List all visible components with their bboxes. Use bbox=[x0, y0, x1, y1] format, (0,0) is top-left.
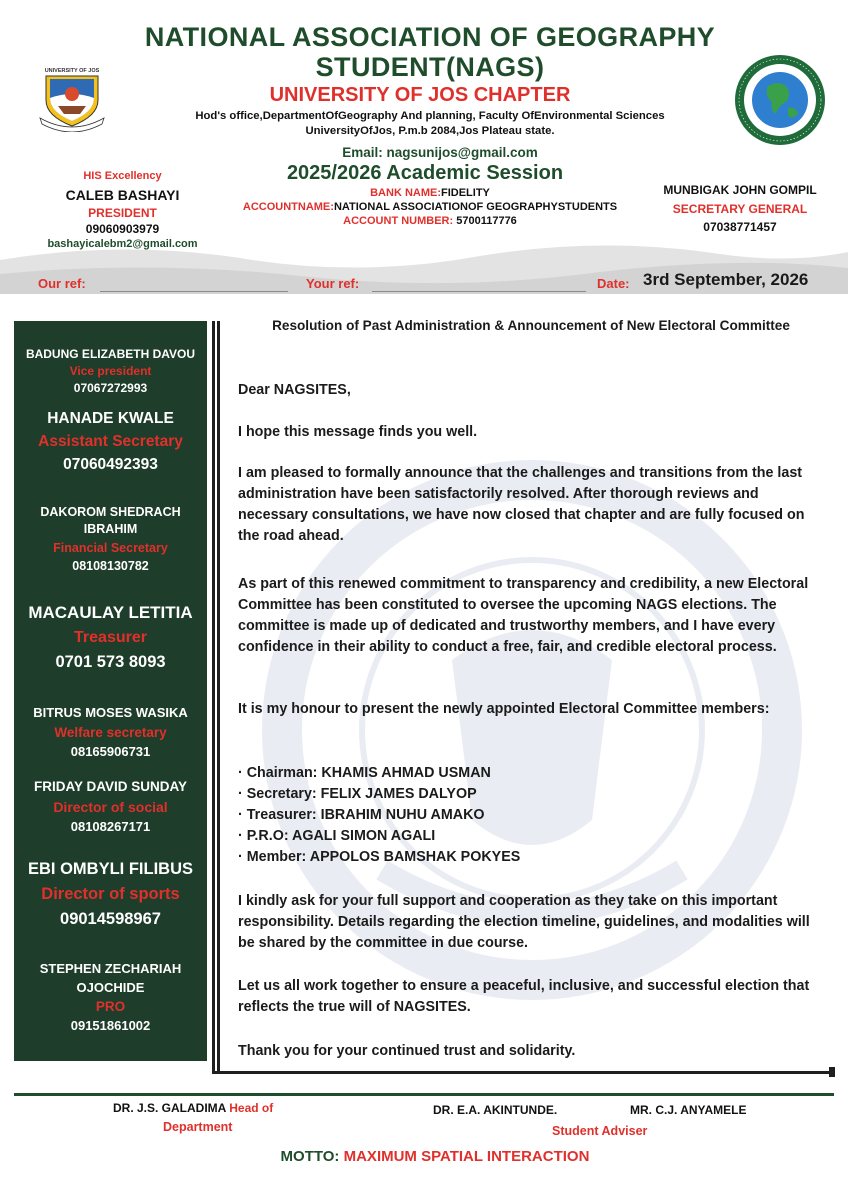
member-name: FRIDAY DAVID SUNDAY bbox=[33, 779, 188, 794]
address-line-1: Hod's office,DepartmentOfGeography And planning, Faculty OfEnvironmental Sciences bbox=[195, 110, 665, 122]
reference-row bbox=[0, 270, 848, 298]
committee-member-chairman: · Chairman: KHAMIS AHMAD USMAN bbox=[238, 765, 491, 781]
member-phone: 07067272993 bbox=[73, 381, 148, 395]
vertical-divider bbox=[212, 321, 215, 1073]
member-role: Vice president bbox=[69, 364, 152, 378]
letter-paragraph-2: I am pleased to formally announce that the challenges and transitions from the last administration have been satisfactorily resolved. After thorough reviews and necessary consultations, we have now closed that chapter and are fully focused on the road ahead. bbox=[238, 465, 805, 544]
member-role: Treasurer bbox=[74, 629, 147, 646]
committee-member-member: · Member: APPOLOS BAMSHAK POKYES bbox=[238, 849, 521, 865]
letter-closing: Thank you for your continued trust and solidarity. bbox=[238, 1043, 576, 1059]
bank-name-row bbox=[200, 186, 660, 200]
executive-sidebar bbox=[14, 321, 207, 1061]
letter-paragraph-6: Let us all work together to ensure a peaceful, inclusive, and successful election that reflects the true will of NAGSITES. bbox=[238, 978, 810, 1015]
member-name: MACAULAY LETITIA bbox=[28, 603, 193, 622]
secretary-title: SECRETARY GENERAL bbox=[672, 202, 808, 216]
sidebar-member-vice-president bbox=[14, 347, 207, 395]
sidebar-member-director-of-sports bbox=[14, 860, 207, 929]
committee-list bbox=[238, 763, 818, 868]
account-name-label: ACCOUNTNAME: bbox=[242, 201, 334, 213]
member-phone: 08108130782 bbox=[72, 559, 149, 573]
member-role: Financial Secretary bbox=[53, 541, 168, 555]
motto bbox=[0, 1148, 848, 1165]
motto-label: MOTTO: bbox=[280, 1148, 340, 1165]
member-phone: 07060492393 bbox=[63, 456, 158, 473]
sidebar-member-welfare-secretary bbox=[14, 705, 207, 759]
member-name: BITRUS MOSES WASIKA bbox=[33, 705, 188, 720]
association-email: Email: nagsunijos@gmail.com bbox=[342, 145, 538, 160]
president-phone: 09060903979 bbox=[85, 222, 160, 236]
member-role: Director of social bbox=[53, 799, 168, 815]
member-name: BADUNG ELIZABETH DAVOU bbox=[25, 347, 196, 361]
member-role: Director of sports bbox=[41, 885, 180, 903]
letter-paragraph-5: I kindly ask for your full support and cooperation as they take on this important responsibility. Details regarding the election timeline, guidelines, and modalities will be shared by the committee in due course. bbox=[238, 893, 810, 951]
address-block bbox=[150, 109, 710, 139]
horizontal-divider bbox=[212, 1071, 834, 1074]
sidebar-member-treasurer bbox=[14, 603, 207, 672]
sidebar-member-financial-secretary bbox=[14, 505, 207, 573]
adviser-2-name: MR. C.J. ANYAMELE bbox=[630, 1103, 747, 1117]
letter-paragraph-1: I hope this message finds you well. bbox=[238, 424, 478, 440]
sidebar-member-assistant-secretary bbox=[14, 410, 207, 474]
bank-name-label: BANK NAME: bbox=[370, 187, 441, 199]
member-name: EBI OMBYLI FILIBUS bbox=[28, 860, 193, 878]
president-email: bashayicalebm2@gmail.com bbox=[47, 238, 198, 250]
account-number-value: 5700117776 bbox=[456, 215, 517, 227]
member-role: PRO bbox=[95, 999, 126, 1014]
member-phone: 09151861002 bbox=[70, 1018, 151, 1033]
member-phone: 09014598967 bbox=[60, 910, 161, 928]
hod-role-part-1: Head of bbox=[229, 1101, 274, 1115]
member-phone: 08165906731 bbox=[70, 744, 151, 759]
our-ref-label: Our ref: bbox=[38, 276, 86, 291]
motto-value: MAXIMUM SPATIAL INTERACTION bbox=[343, 1148, 590, 1165]
letter-paragraph-4: It is my honour to present the newly appointed Electoral Committee members: bbox=[238, 701, 770, 717]
member-name: HANADE KWALE bbox=[47, 410, 174, 427]
our-ref-line bbox=[100, 291, 288, 292]
member-name: DAKOROM SHEDRACH bbox=[40, 505, 181, 519]
member-role: Assistant Secretary bbox=[38, 433, 183, 450]
president-honorific: HIS Excellency bbox=[83, 170, 162, 182]
member-name-line-2: OJOCHIDE bbox=[76, 980, 145, 995]
adviser-role: Student Adviser bbox=[552, 1124, 648, 1138]
letter-paragraph-3: As part of this renewed commitment to transparency and credibility, a new Electoral Committee has been constituted to oversee the upcoming NAGS elections. The committee is made up of dedicated and trustworthy members, and I have every confidence in their ability to conduct a free, fair, and credible electoral process. bbox=[238, 576, 809, 655]
date-label: Date: bbox=[597, 276, 630, 291]
your-ref-label: Your ref: bbox=[306, 276, 360, 291]
chapter-title: UNIVERSITY OF JOS CHAPTER bbox=[269, 84, 571, 106]
your-ref-line bbox=[372, 291, 586, 292]
nags-logo-icon bbox=[734, 54, 826, 146]
committee-member-treasurer: · Treasurer: IBRAHIM NUHU AMAKO bbox=[238, 807, 485, 823]
sidebar-member-pro bbox=[14, 961, 207, 1033]
member-name-line-2: IBRAHIM bbox=[83, 522, 138, 536]
account-name-value: NATIONAL ASSOCIATIONOF GEOGRAPHYSTUDENTS bbox=[333, 201, 618, 213]
member-phone: 08108267171 bbox=[70, 819, 151, 834]
committee-member-secretary: · Secretary: FELIX JAMES DALYOP bbox=[238, 786, 477, 802]
crest-lettering: UNIVERSITY OF JOS bbox=[44, 68, 100, 74]
university-of-jos-crest-icon bbox=[36, 64, 108, 132]
president-title: PRESIDENT bbox=[88, 206, 157, 220]
president-name: CALEB BASHAYI bbox=[65, 187, 180, 203]
bank-name-value: FIDELITY bbox=[441, 187, 490, 199]
date-value: 3rd September, 2026 bbox=[643, 270, 809, 289]
bank-details bbox=[200, 186, 660, 228]
secretary-name: MUNBIGAK JOHN GOMPIL bbox=[663, 183, 817, 197]
account-name-row bbox=[200, 200, 660, 214]
committee-member-pro: · P.R.O: AGALI SIMON AGALI bbox=[238, 828, 436, 844]
account-number-label: ACCOUNT NUMBER: bbox=[343, 215, 454, 227]
vertical-divider-inner bbox=[217, 321, 220, 1073]
member-name: STEPHEN ZECHARIAH bbox=[39, 961, 182, 976]
adviser-1-name: DR. E.A. AKINTUNDE. bbox=[433, 1103, 558, 1117]
secretary-general-contact bbox=[650, 183, 830, 234]
member-phone: 0701 573 8093 bbox=[55, 653, 166, 671]
hod-name: DR. J.S. GALADIMA bbox=[113, 1101, 226, 1115]
hod-signature bbox=[113, 1101, 273, 1115]
letter-title: Resolution of Past Administration & Announcement of New Electoral Committee bbox=[272, 318, 790, 333]
organization-title: NATIONAL ASSOCIATION OF GEOGRAPHY STUDENT(NAGS) bbox=[144, 22, 716, 82]
hod-role-part-2: Department bbox=[163, 1120, 233, 1134]
address-line-2: UniversityOfJos, P.m.b 2084,Jos Plateau state. bbox=[305, 125, 555, 137]
secretary-phone: 07038771457 bbox=[703, 220, 777, 234]
footer-divider bbox=[14, 1093, 834, 1096]
divider-end-cap bbox=[829, 1067, 835, 1077]
academic-session: 2025/2026 Academic Session bbox=[286, 162, 564, 184]
letter-salutation: Dear NAGSITES, bbox=[238, 382, 351, 398]
account-number-row bbox=[200, 214, 660, 228]
sidebar-member-director-of-social bbox=[14, 779, 207, 834]
member-role: Welfare secretary bbox=[54, 725, 167, 740]
